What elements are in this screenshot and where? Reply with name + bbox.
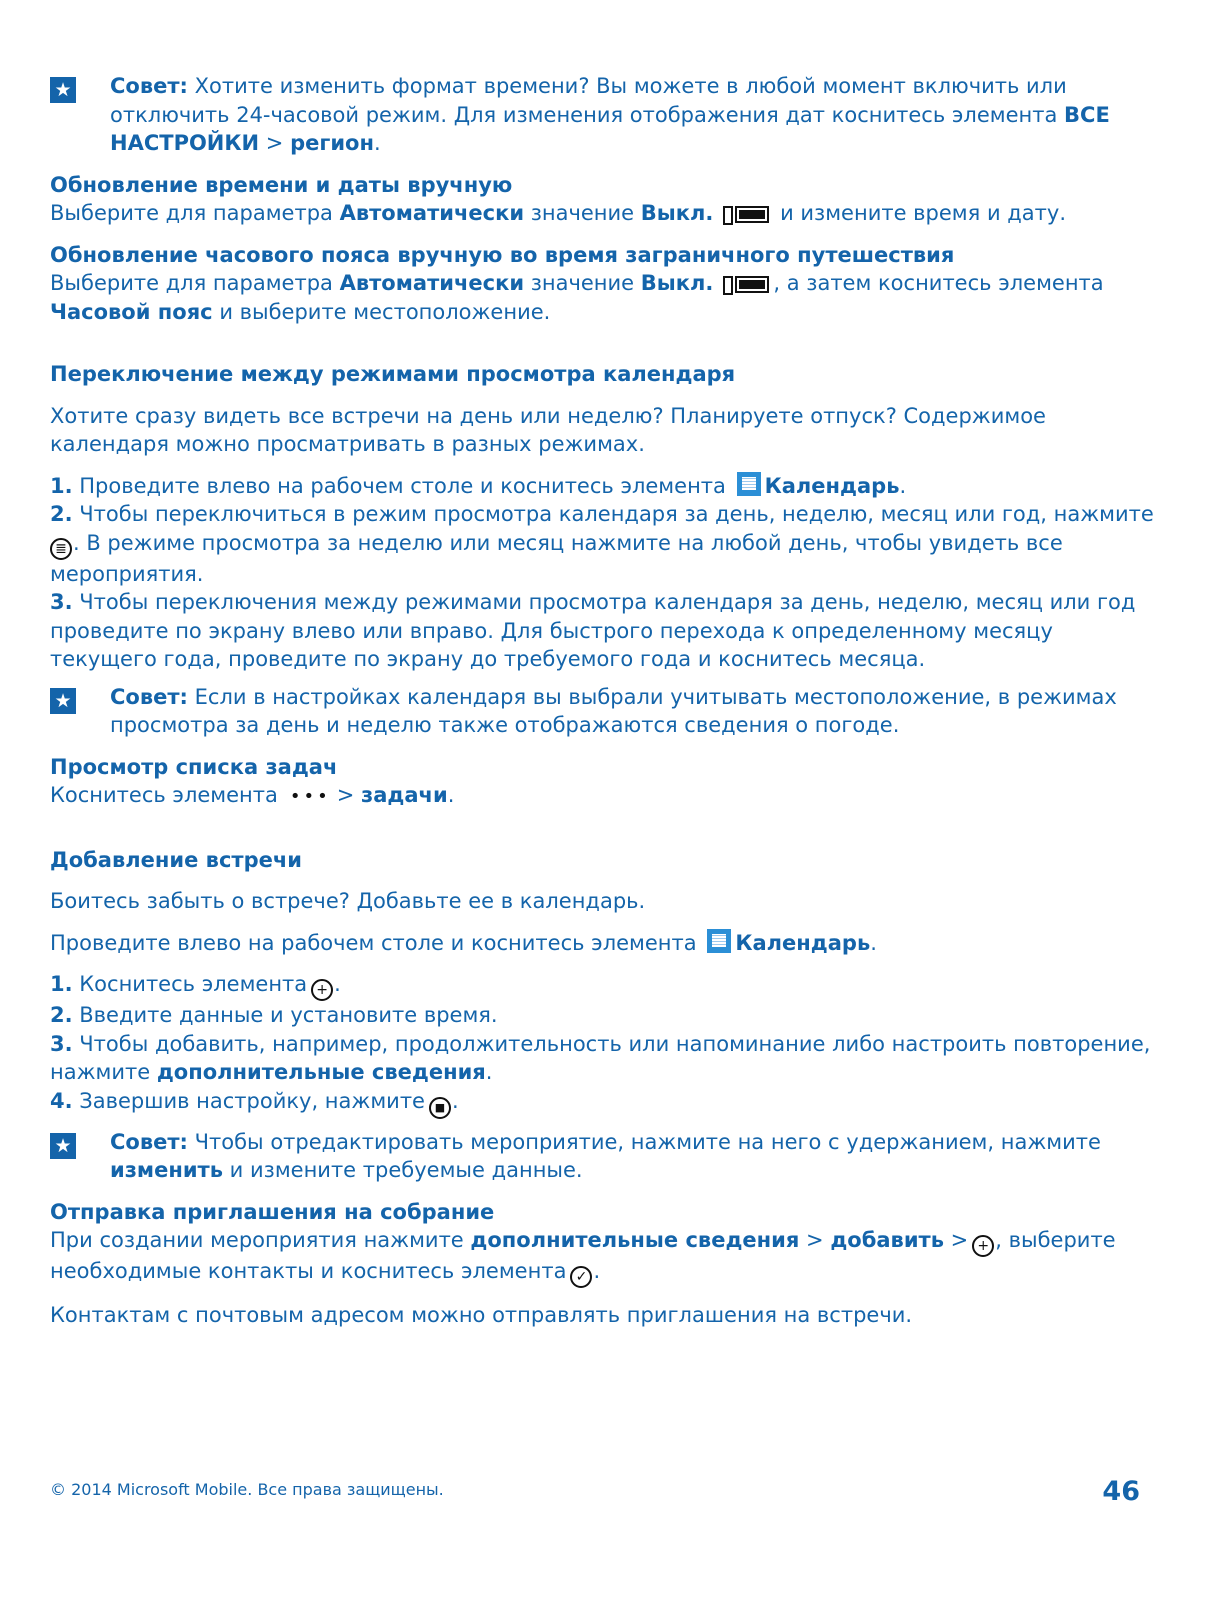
star-icon: ★ — [50, 688, 76, 714]
calendar-ref: Календарь — [764, 473, 900, 498]
tip-text — [110, 683, 1160, 740]
section-text — [50, 199, 1160, 228]
step-number: 2. — [50, 502, 73, 526]
text: . В режиме просмотра за неделю или месяц нажмите на любой день, чтобы увидеть все мероприятия. — [50, 530, 1063, 586]
separator: > — [259, 131, 291, 155]
all-settings-ref: ВСЕ НАСТРОЙКИ — [110, 102, 1110, 155]
text: Чтобы добавить, например, продолжительность или напоминание либо настроить повторение, нажмите — [50, 1031, 1151, 1084]
section-text — [50, 1226, 1160, 1288]
details-ref: дополнительные сведения — [156, 1060, 486, 1084]
timezone-ref: Часовой пояс — [50, 299, 213, 324]
punct: . — [899, 473, 907, 498]
section-intro: Боитесь забыть о встрече? Добавьте ее в календарь. — [50, 889, 646, 913]
section-manual-timezone — [50, 241, 1160, 327]
step-3 — [50, 1030, 1160, 1087]
calendar-ref: Календарь — [735, 930, 871, 955]
text: Проведите влево на рабочем столе и коснитесь элемента — [50, 930, 704, 955]
section-heading: Отправка приглашения на собрание — [50, 1199, 495, 1224]
step-1 — [50, 970, 1160, 1001]
tip-weather — [50, 683, 1160, 740]
text: Введите данные и установите время. — [72, 1003, 498, 1027]
tip-label: Совет: — [110, 74, 188, 98]
param-auto: Автоматически — [339, 271, 525, 295]
section-heading: Обновление времени и даты вручную — [50, 172, 513, 197]
text: Чтобы переключения между режимами просмотра календаря за день, неделю, месяц или год проведите по экрану влево или вправо. Для быстрого перехода к определенному месяцу текущего года, проведите по экрану до требуемого года и коснитесь месяца. — [50, 590, 1136, 671]
tip-label: Совет: — [110, 1129, 188, 1154]
section-tasks — [50, 753, 1160, 812]
tip-body: Если в настройках календаря вы выбрали учитывать местоположение, в режимах просмотра за день и неделю также отображаются сведения о погоде. — [110, 684, 1117, 737]
save-icon: ■ — [429, 1097, 451, 1119]
section-text — [50, 269, 1160, 326]
text: Выберите для параметра — [50, 201, 340, 225]
step-2 — [50, 500, 1160, 588]
text: значение — [524, 271, 641, 295]
text: Коснитесь элемента — [50, 783, 278, 807]
section-heading: Переключение между режимами просмотра календаря — [50, 362, 736, 386]
section-heading: Обновление часового пояса вручную во время заграничного путешествия — [50, 242, 955, 267]
step-3 — [50, 588, 1160, 674]
edit-ref: изменить — [110, 1158, 223, 1182]
section-text — [50, 781, 1160, 812]
param-auto: Автоматически — [339, 201, 525, 225]
page-number: 46 — [1102, 1476, 1140, 1507]
text: , а затем коснитесь элемента — [773, 271, 1104, 295]
copyright: © 2014 Microsoft Mobile. Все права защищены. — [50, 1480, 444, 1499]
value-off: Выкл. — [640, 201, 714, 225]
text: Проведите влево на рабочем столе и коснитесь элемента — [72, 473, 733, 498]
section-invite — [50, 1198, 1160, 1330]
step-number: 3. — [50, 590, 73, 614]
section-heading: Просмотр списка задач — [50, 754, 338, 779]
separator: > — [944, 1228, 969, 1252]
section-manual-time — [50, 171, 1160, 228]
star-icon: ★ — [50, 77, 76, 103]
add-icon: + — [311, 979, 333, 1001]
view-mode-icon: ≣ — [50, 538, 72, 560]
text: Завершив настройку, нажмите — [72, 1088, 425, 1113]
text: Коснитесь элемента — [72, 972, 308, 996]
punct: . — [485, 1060, 493, 1084]
step-number: 2. — [50, 1003, 73, 1027]
star-icon: ★ — [50, 1133, 76, 1159]
punct: . — [870, 930, 877, 955]
value-off: Выкл. — [640, 271, 714, 295]
step-1 — [50, 472, 1160, 501]
calendar-icon — [737, 472, 761, 496]
tip-text — [110, 1128, 1160, 1185]
punct: . — [334, 972, 341, 996]
more-icon: ••• — [289, 786, 331, 807]
text: значение — [524, 201, 641, 225]
region-ref: регион — [290, 131, 374, 155]
section-heading: Добавление встречи — [50, 847, 302, 872]
section-intro: Хотите сразу видеть все встречи на день или неделю? Планируете отпуск? Содержимое календаря можно просматривать в разных режимах. — [50, 403, 1046, 456]
tasks-ref: задачи — [361, 783, 448, 807]
toggle-off-icon — [723, 206, 769, 223]
text: Чтобы переключиться в режим просмотра календаря за день, неделю, месяц или год, нажмите — [72, 502, 1154, 526]
section-calendar-views — [50, 360, 1160, 674]
page-content — [50, 72, 1160, 1330]
tip-label: Совет: — [110, 684, 188, 709]
separator: > — [336, 783, 362, 807]
punct: . — [593, 1259, 601, 1283]
step-2 — [50, 1001, 1160, 1030]
text: и измените требуемые данные. — [223, 1158, 583, 1182]
tip-text — [110, 72, 1160, 158]
step-number: 1. — [50, 473, 73, 498]
calendar-icon — [707, 929, 731, 953]
text: , выберите необходимые контакты и коснитесь элемента — [50, 1228, 1116, 1283]
tip-body: Чтобы отредактировать мероприятие, нажмите на него с удержанием, нажмите — [187, 1129, 1101, 1154]
text: При создании мероприятия нажмите — [50, 1228, 471, 1252]
tip-time-format — [50, 72, 1160, 158]
details-ref: дополнительные сведения — [470, 1228, 800, 1252]
step-number: 3. — [50, 1031, 73, 1056]
tip-edit — [50, 1128, 1160, 1185]
add-ref: добавить — [830, 1228, 944, 1252]
punct: . — [373, 131, 381, 155]
step-number: 1. — [50, 972, 73, 996]
add-icon: + — [972, 1235, 994, 1257]
step-4 — [50, 1087, 1160, 1119]
punct: . — [447, 783, 455, 807]
text: и выберите местоположение. — [212, 299, 551, 324]
section-text — [50, 929, 1160, 958]
separator: > — [799, 1228, 831, 1252]
toggle-off-icon — [723, 276, 769, 293]
section-note: Контактам с почтовым адресом можно отправлять приглашения на встречи. — [50, 1303, 913, 1327]
tip-body: Хотите изменить формат времени? Вы можете в любой момент включить или отключить 24-часовой режим. Для изменения отображения дат коснитесь элемента — [110, 74, 1067, 127]
check-icon: ✓ — [570, 1266, 592, 1288]
text: Выберите для параметра — [50, 271, 340, 295]
punct: . — [451, 1088, 459, 1113]
section-add-meeting — [50, 846, 1160, 1119]
text: и измените время и дату. — [773, 201, 1066, 225]
step-number: 4. — [50, 1088, 73, 1113]
